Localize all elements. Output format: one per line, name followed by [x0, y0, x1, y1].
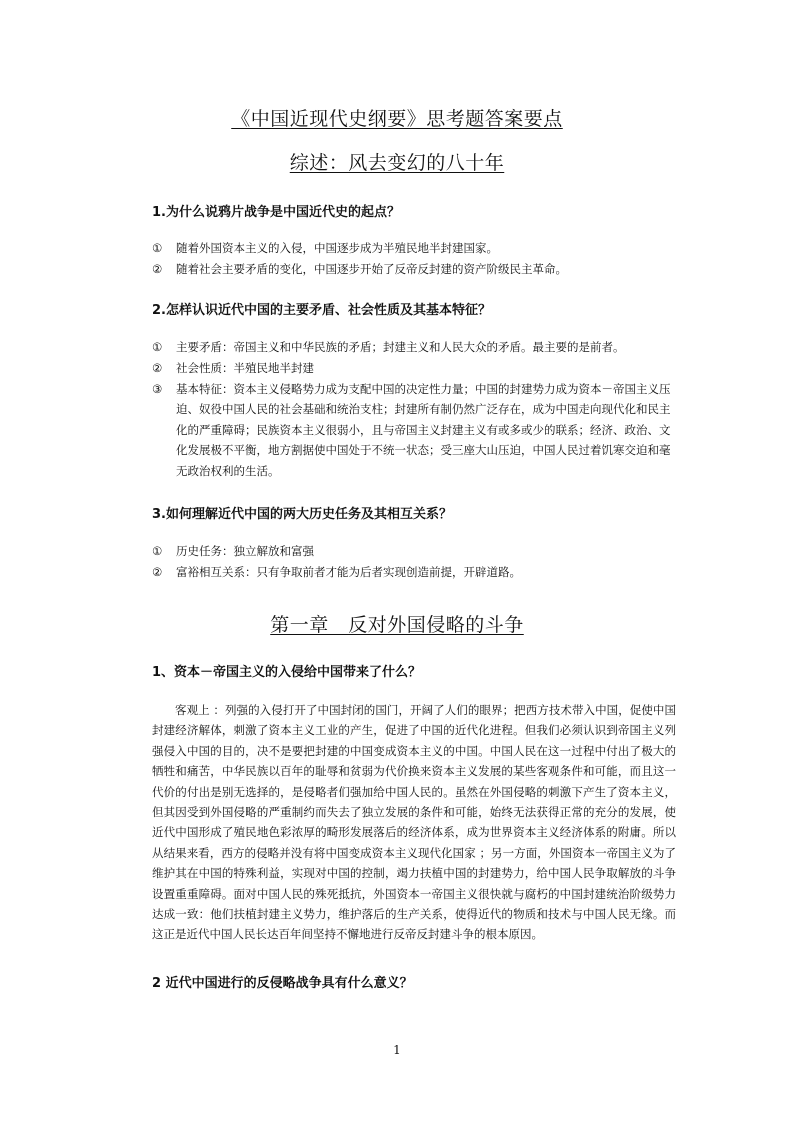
list-item-text: 主要矛盾：帝国主义和中华民族的矛盾；封建主义和人民大众的矛盾。最主要的是前者。	[176, 340, 625, 354]
list-item-text: 社会性质：半殖民地半封建	[176, 361, 314, 375]
list-item	[152, 238, 682, 258]
list-item-text: 随着外国资本主义的入侵，中国逐步成为半殖民地半封建国家。	[176, 241, 498, 255]
list-item-text: 基本特征：资本主义侵略势力成为支配中国的决定性力量；中国的封建势力成为资本－帝国主义压迫、奴役中国人民的社会基础和统治支柱；封建所有制仍然广泛存在，成为中国走向现代化和民主化的严重障碍；民族资本主义很弱小，且与帝国主义封建主义有或多或少的联系；经济、政治、文化发展极不平衡，地方割据使中国处于不统一状态；受三座大山压迫，中国人民过着饥寒交迫和毫无政治权利的生活。	[176, 382, 671, 478]
chapter-title: 第一章 反对外国侵略的斗争	[270, 614, 524, 636]
question-2: 2.怎样认识近代中国的主要矛盾、社会性质及其基本特征？	[152, 303, 491, 318]
list-item-text: 富裕相互关系：只有争取前者才能为后者实现创造前提，开辟道路。	[176, 565, 521, 579]
list-item	[152, 541, 682, 561]
list-marker: ③	[152, 382, 163, 396]
list-item-text: 随着社会主要矛盾的变化，中国逐步开始了反帝反封建的资产阶级民主革命。	[176, 262, 567, 276]
question-1: 1.为什么说鸦片战争是中国近代史的起点？	[152, 205, 400, 220]
list-marker: ②	[152, 361, 163, 375]
chapter-question-2: 2 近代中国进行的反侵略战争具有什么意义？	[152, 976, 413, 991]
list-marker: ②	[152, 565, 163, 579]
list-marker: ①	[152, 340, 163, 354]
page-number: 1	[393, 1043, 401, 1057]
question-3: 3.如何理解近代中国的两大历史任务及其相互关系？	[152, 507, 452, 522]
list-item	[152, 562, 682, 582]
list-item	[152, 337, 682, 357]
body-paragraph: 客观上 ：列强的入侵打开了中国封闭的国门，开阔了人们的眼界；把西方技术带入中国，促使中国封建经济解体，刺激了资本主义工业的产生，促进了中国的近代化进程。但我们必须认识到帝国主义列强侵入中国的目的，决不是要把封建的中国变成资本主义的中国。中国人民在这一过程中付出了极大的牺牲和痛苦，中华民族以百年的耻辱和贫弱为代价换来资本主义发展的某些客观条件和可能，而且这一代价的付出是别无选择的，是侵略者们强加给中国人民的。虽然在外国侵略的刺激下产生了资本主义，但其因受到外国侵略的严重制约而失去了独立发展的条件和可能，始终无法获得正常的充分的发展，使近代中国形成了殖民地色彩浓厚的畸形发展落后的经济体系，成为世界资本主义经济体系的附庸。所以从结果来看，西方的侵略并没有将中国变成资本主义现代化国家 ；另一方面，外国资本一帝国主义为了维护其在中国的特殊利益，实现对中国的控制，竭力扶植中国的封建势力，给中国人民争取解放的斗争设置重重障碍。面对中国人民的殊死抵抗，外国资本一帝国主义很快就与腐朽的中国封建统治阶级势力达成一致：他们扶植封建主义势力，维护落后的生产关系，使得近代的物质和技术与中国人民无缘。而这正是近代中国人民长达百年间坚持不懈地进行反帝反封建斗争的根本原因。	[152, 703, 676, 942]
list-item	[152, 379, 678, 481]
list-marker: ②	[152, 262, 163, 276]
list-item	[152, 358, 682, 378]
list-marker: ①	[152, 241, 163, 255]
chapter-question-1: 1、资本－帝国主义的入侵给中国带来了什么？	[152, 665, 422, 680]
list-item-text: 历史任务：独立解放和富强	[176, 544, 314, 558]
list-item	[152, 259, 682, 279]
list-marker: ①	[152, 544, 163, 558]
document-title: 《中国近现代史纲要》思考题答案要点	[231, 108, 563, 130]
overview-title: 综述：风去变幻的八十年	[289, 152, 505, 174]
